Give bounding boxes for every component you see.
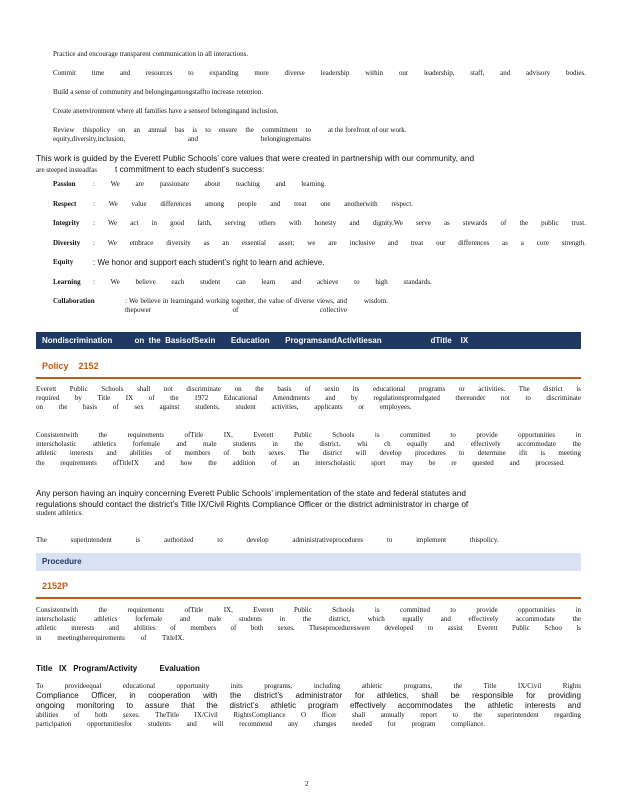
list-item: Practice and encourage transparent communication in all interactions.: [36, 50, 586, 59]
section-divider: [36, 597, 581, 599]
policy-paragraph: Consistentwith the requirements ofTitle IX, Everett Public Schools is committed to provide opportunities in interscholastic athletics forfemale and male students in the district, whi ch equally and effectively accommodate the athletic interests and abilities of members of both sexes. The district will develop procedures to determine ifit is meeting the requirements ofTitleIX and how the addition of an interscholastic sport may be re quested and processed.: [36, 431, 581, 467]
list-item: Review thispolicy on an annual bas is to ensure the commitment to equity,diversity,inclusion, and belongingremains at the forefront of our work.: [36, 126, 586, 144]
evaluation-paragraph: To provideequal educational opportunity inits programs, including athletic programs, the Title IX/Civil Rights Compliance Officer, in cooperation with the district’s administrator for athletics, shall be responsible for providing ongoing monitoring to assure that the district’s athletic program effectively accommodates the athletic interests and abilities of both sexes. TheTitle IX/Civil RightsCompliance O fficer shall annually report to the superintendent regarding participation opportunitiesfor students and will recommend any changes needed for program compliance.: [36, 682, 581, 729]
policy-paragraph: Any person having an inquiry concerning Everett Public Schools’ implementation of the state and federal statutes and regulations should contact the district’s Title IX/Civil Rights Compliance Officer or the district administrator in charge of student athletics.: [36, 488, 469, 517]
page-number: 2: [305, 780, 309, 788]
value-item-passion: Passion : We are passionate about teaching and learning.: [36, 180, 586, 189]
commitment-bullet-list: [36, 50, 586, 154]
procedure-heading: 2152P: [42, 581, 69, 591]
list-item: Build a sense of community and belongingamongstaffto increase retention.: [36, 88, 586, 97]
bullet-icon: [36, 219, 53, 228]
policy-paragraph: The superintendent is authorized to develop administrativeprocedures to implement thispolicy.: [36, 536, 499, 544]
section-title-band: Nondiscrimination on the BasisofSexin Education ProgramsandActivitiesan dTitle IX: [36, 332, 581, 349]
bullet-icon: [36, 69, 53, 78]
intro-line: are steeped insteadfas t commitment to each student’s success:: [36, 164, 265, 174]
list-item: Create anenvironment where all families have a senseof belongingand inclusion.: [36, 107, 586, 116]
core-values-intro: [36, 153, 586, 176]
value-item-learning: Learning : We believe each student can learn and achieve to high standards.: [36, 278, 586, 287]
bullet-icon: [36, 278, 53, 287]
value-item-respect: Respect : We value differences among people and treat one anotherwith respect.: [36, 200, 586, 209]
value-item-collaboration: Collaboration : We believe in learningand working together, the value of diverse views, and thepower of collective wisdom.: [36, 297, 586, 315]
bullet-icon: [36, 180, 53, 189]
bullet-icon: [36, 297, 53, 315]
bullet-icon: [36, 50, 53, 59]
bullet-icon: [36, 107, 53, 116]
value-item-diversity: Diversity : We embrace diversity as an essential asset; we are inclusive and treat our differences as a core strength.: [36, 239, 586, 248]
procedure-paragraph: Consistentwith the requirements ofTitle IX, Everett Public Schools is committed to provide opportunities in interscholastic athletics forfemale and male students in the district, which equally and effectively accommodate the athletic interests and abilities of members of both sexes. Theseprocedureswere developed to assist Everett Public Schoo ls in meetingtherequirements of TitleIX.: [36, 606, 581, 642]
list-item: Commit time and resources to expanding more diverse leadership within our leadership, staff, and advisory bodies.: [36, 69, 586, 78]
evaluation-heading: Title IX Program/Activity Evaluation: [36, 664, 200, 673]
bullet-icon: [36, 126, 53, 144]
procedure-band: Procedure: [36, 553, 581, 571]
value-item-integrity: Integrity : We act in good faith, serving others with honesty and dignity.We serve as stewards of the public trust.: [36, 219, 586, 228]
bullet-icon: [36, 88, 53, 97]
value-item-equity: Equity : We honor and support each student’s right to learn and achieve.: [36, 258, 586, 267]
policy-paragraph: Everett Public Schools shall not discriminate on the basis of sexin its educational programs or activities. The district is required by Title IX of the 1972 Educational Amendments and by regulationspromulgated thereunder not to discriminate on the basis of sex against students, student activities, applicants or employees.: [36, 385, 581, 412]
intro-line: This work is guided by the Everett Public Schools’ core values that were created in partnership with our community, and: [36, 153, 475, 163]
policy-heading: Policy 2152: [42, 361, 99, 371]
bullet-icon: [36, 239, 53, 248]
core-values-list: [36, 180, 586, 326]
bullet-icon: [36, 258, 53, 267]
section-divider: [36, 377, 581, 379]
bullet-icon: [36, 200, 53, 209]
